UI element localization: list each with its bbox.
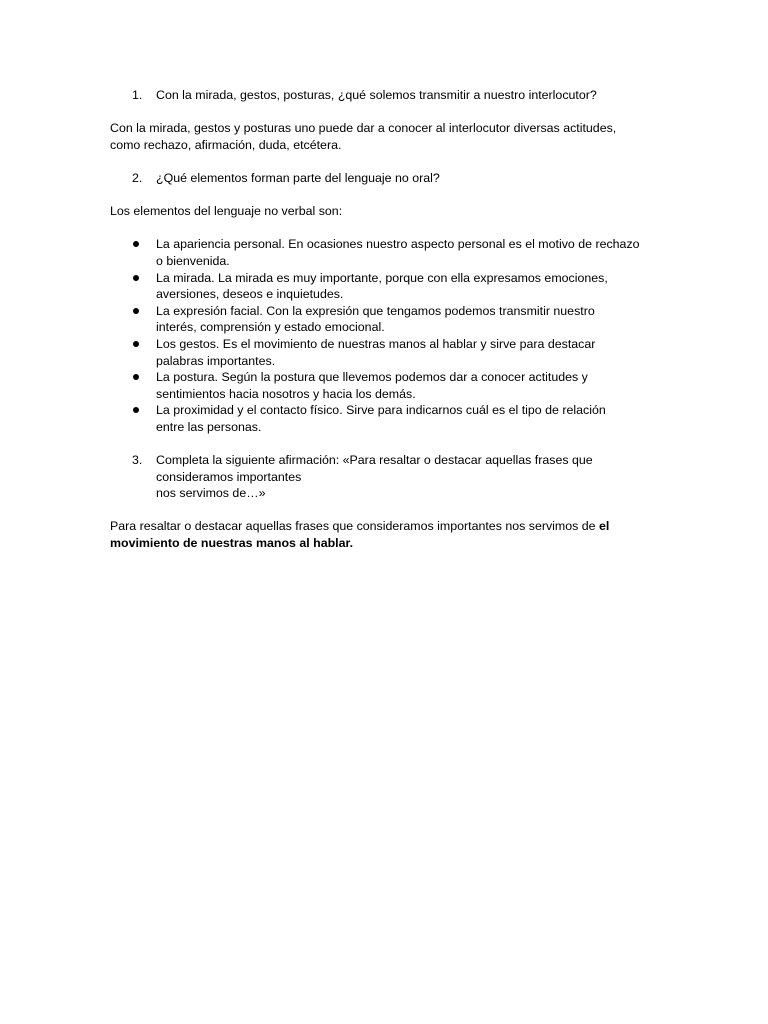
list-item-line: La mirada. La mirada es muy importante, porque con ella expresamos emociones, (156, 270, 608, 285)
list-item (110, 236, 670, 269)
list-item-line: sentimientos hacia nosotros y hacia los demás. (156, 386, 416, 401)
list-item-line: entre las personas. (156, 419, 262, 434)
question-text: Con la mirada, gestos, posturas, ¿qué solemos transmitir a nuestro interlocutor? (156, 88, 597, 102)
list-item-line: interés, comprensión y estado emocional. (156, 320, 385, 335)
question-2 (110, 170, 670, 187)
list-item-line: aversiones, deseos e inquietudes. (156, 287, 344, 302)
list-item-line: La expresión facial. Con la expresión que tengamos podemos transmitir nuestro (156, 303, 595, 318)
question-number: 1. (132, 88, 143, 102)
question-1 (110, 87, 670, 104)
list-item-line: o bienvenida. (156, 253, 230, 268)
list-item (110, 369, 670, 402)
bullet-icon (110, 303, 156, 336)
list-item (110, 303, 670, 336)
question-text-line: nos servimos de…» (156, 486, 266, 501)
bullet-icon (110, 236, 156, 269)
bullet-icon (110, 402, 156, 435)
question-text: ¿Qué elementos forman parte del lenguaje no oral? (156, 170, 440, 185)
answer-2-intro: Los elementos del lenguaje no verbal son: (110, 204, 343, 219)
document-content (110, 87, 670, 552)
list-item-line: La apariencia personal. En ocasiones nuestro aspecto personal es el motivo de rechazo (156, 237, 640, 252)
list-item-line: La proximidad y el contacto físico. Sirve para indicarnos cuál es el tipo de relación (156, 403, 606, 418)
answer-3 (110, 518, 670, 551)
answer-text: Para resaltar o destacar aquellas frases que consideramos importantes nos servimos de (110, 519, 599, 534)
bullet-icon (110, 336, 156, 369)
question-number: 3. (132, 453, 143, 468)
question-text-line: Completa la siguiente afirmación: «Para resaltar o destacar aquellas frases que (156, 453, 593, 468)
bullet-icon (110, 270, 156, 303)
answer-line: Con la mirada, gestos y posturas uno puede dar a conocer al interlocutor diversas actitudes, (110, 121, 617, 136)
bullet-list (110, 236, 670, 435)
question-text-line: consideramos importantes (156, 469, 302, 484)
question-number: 2. (132, 170, 143, 185)
list-item-line: Los gestos. Es el movimiento de nuestras manos al hablar y sirve para destacar (156, 336, 596, 351)
list-item (110, 270, 670, 303)
list-item-line: palabras importantes. (156, 353, 276, 368)
bullet-icon (110, 369, 156, 402)
list-item (110, 402, 670, 435)
answer-line: como rechazo, afirmación, duda, etcétera. (110, 137, 342, 152)
answer-bold-text: el (598, 519, 610, 534)
question-3 (110, 452, 670, 502)
answer-bold-text: movimiento de nuestras manos al hablar. (110, 536, 354, 551)
list-item (110, 336, 670, 369)
list-item-line: La postura. Según la postura que llevemos podemos dar a conocer actitudes y (156, 370, 588, 385)
answer-1 (110, 120, 670, 153)
